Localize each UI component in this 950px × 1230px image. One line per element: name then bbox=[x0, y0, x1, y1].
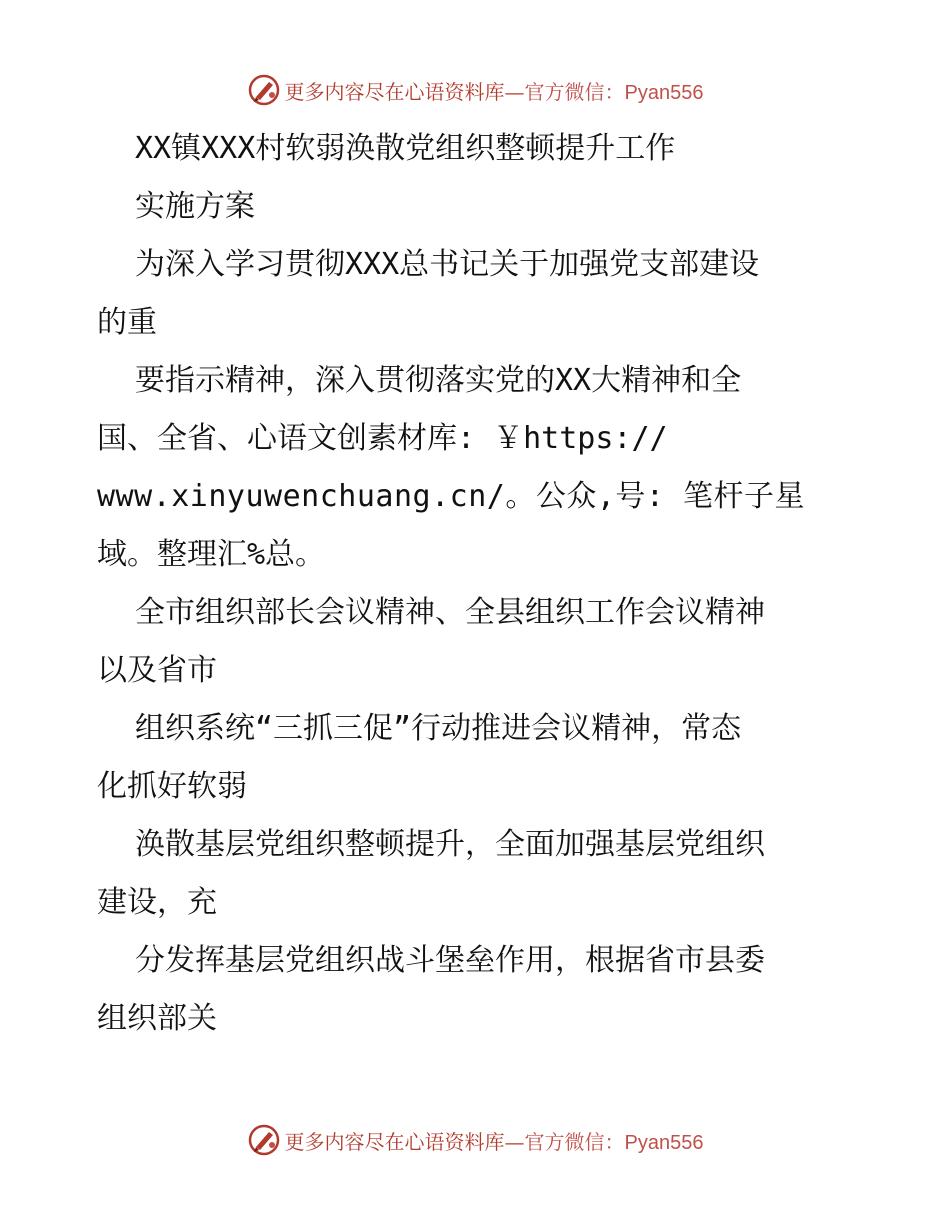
watermark-text bbox=[285, 1126, 704, 1155]
paragraph-line: 化抓好软弱 bbox=[97, 769, 247, 804]
header-watermark bbox=[0, 70, 950, 110]
pen-logo-icon bbox=[247, 1123, 281, 1157]
paragraph-line: 要指示精神，深入贯彻落实党的XX大精神和全 bbox=[135, 363, 742, 398]
paragraph-line: www.xinyuwenchuang.cn/。公众,号: 笔杆子星 bbox=[97, 479, 806, 514]
paragraph-line: 域。整理汇%总。 bbox=[97, 537, 326, 572]
watermark-separator: — bbox=[504, 1129, 525, 1154]
paragraph-line: 组织系统“三抓三促”行动推进会议精神，常态 bbox=[135, 711, 742, 746]
pen-logo-icon bbox=[247, 73, 281, 107]
paragraph-line: 国、全省、心语文创素材库: ￥https:// bbox=[97, 421, 668, 456]
document-title-line-1: XX镇XXX村软弱涣散党组织整顿提升工作 bbox=[135, 131, 676, 166]
watermark-site-text: 更多内容尽在心语资料库 bbox=[284, 1129, 505, 1154]
watermark-label: 官方微信： bbox=[524, 79, 625, 104]
watermark-wechat-id: Pyan556 bbox=[624, 1131, 704, 1154]
paragraph-line: 的重 bbox=[97, 305, 157, 340]
document-title-line-2: 实施方案 bbox=[135, 189, 255, 224]
paragraph-line: 分发挥基层党组织战斗堡垒作用，根据省市县委 bbox=[135, 943, 765, 978]
watermark-group bbox=[247, 1123, 704, 1157]
watermark-group bbox=[247, 73, 704, 107]
watermark-label: 官方微信： bbox=[524, 1129, 625, 1154]
paragraph-line: 建设，充 bbox=[97, 885, 217, 920]
paragraph-line: 涣散基层党组织整顿提升，全面加强基层党组织 bbox=[135, 827, 765, 862]
paragraph-line: 组织部关 bbox=[97, 1001, 217, 1036]
watermark-separator: — bbox=[504, 79, 525, 104]
watermark-text bbox=[285, 76, 704, 105]
watermark-wechat-id: Pyan556 bbox=[624, 81, 704, 104]
paragraph-line: 为深入学习贯彻XXX总书记关于加强党支部建设 bbox=[135, 247, 760, 282]
footer-watermark bbox=[0, 1120, 950, 1160]
document-body bbox=[97, 120, 857, 1048]
paragraph-line: 全市组织部长会议精神、全县组织工作会议精神 bbox=[135, 595, 765, 630]
watermark-site-text: 更多内容尽在心语资料库 bbox=[284, 79, 505, 104]
paragraph-line: 以及省市 bbox=[97, 653, 217, 688]
